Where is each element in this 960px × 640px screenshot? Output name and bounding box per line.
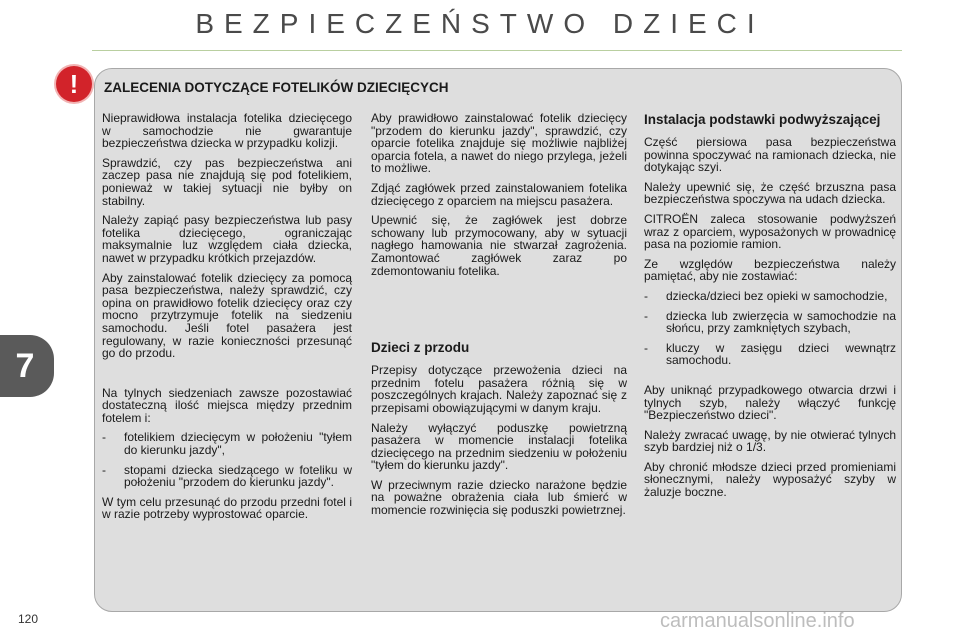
list-item: - stopami dziecka siedzącego w foteliku w położeniu "przodem do kierunku jazdy". [102,464,352,489]
paragraph: Aby prawidłowo zainstalować fotelik dziecięcy "przodem do kierunku jazdy", sprawdzić, czy oparcie fotelika znajduje się możliwie najbliżej oparcia fotela, a nawet do niego przylega, jeżeli to możliwe. [371,111,627,176]
page-title: BEZPIECZEŃSTWO DZIECI [195,8,765,39]
text-column-3 [644,112,896,506]
paragraph: Należy zapiąć pasy bezpieczeństwa lub pasy fotelika dziecięcego, ograniczając maksymalnie luz względem ciała dziecka, nawet w przypadku krótkich przejazdów. [102,213,352,265]
paragraph: Sprawdzić, czy pas bezpieczeństwa ani zaczep pasa nie znajdują się pod fotelikiem, ponieważ w takiej sytuacji nie byłby on stabilny. [102,155,352,208]
paragraph: Aby chronić młodsze dzieci przed promieniami słonecznymi, należy wyposażyć szyby w żaluzje boczne. [644,459,896,500]
paragraph: Część piersiowa pasa bezpieczeństwa powinna spoczywać na ramionach dziecka, nie dotykając szyi. [644,135,896,175]
list-item: - dziecka/dzieci bez opieki w samochodzie, [644,290,896,303]
paragraph: Przepisy dotyczące przewożenia dzieci na przednim fotelu pasażera różnią się w poszczególnych krajach. Należy zapoznać się z przepisami obowiązującymi w danym kraju. [371,363,627,415]
text-column-1 [102,112,352,528]
list-item: - kluczy w zasięgu dzieci wewnątrz samochodu. [644,342,896,367]
watermark: carmanualsonline.info [660,610,855,632]
paragraph: Upewnić się, że zagłówek jest dobrze schowany lub przymocowany, aby w sytuacji nagłego hamowania nie stwarzał zagrożenia. Zamontować zagłówek zaraz po zdemontowaniu fotelika. [371,213,627,278]
paragraph: Aby uniknąć przypadkowego otwarcia drzwi i tylnych szyb, należy włączyć funkcję "Bezpieczeństwo dzieci". [644,382,896,423]
paragraph: CITROËN zaleca stosowanie podwyższeń wraz z oparciem, wyposażonych w prowadnicę pasa na poziomie ramion. [644,211,896,252]
paragraph: Należy upewnić się, że część brzuszna pasa bezpieczeństwa spoczywa na udach dziecka. [644,179,896,207]
page-number: 120 [18,612,39,626]
list-item: - dziecka lub zwierzęcia w samochodzie na słońcu, przy zamkniętych szybach, [644,310,896,335]
paragraph: Ze względów bezpieczeństwa należy pamiętać, aby nie zostawiać: [644,256,896,284]
warning-title: ZALECENIA DOTYCZĄCE FOTELIKÓW DZIECIĘCYCH [104,80,449,95]
title-divider [92,50,902,51]
paragraph: Należy wyłączyć poduszkę powietrzną pasażera w momencie instalacji fotelika dziecięcego na przednim siedzeniu w położeniu "tyłem do kierunku jazdy". [371,420,627,473]
chapter-tab: 7 [0,335,54,397]
paragraph: Należy zwracać uwagę, by nie otwierać tylnych szyb bardziej niż o 1/3. [644,427,896,455]
section-heading: Dzieci z przodu [371,340,470,356]
paragraph: Na tylnych siedzeniach zawsze pozostawiać dostateczną ilość miejsca między przednim fotelem i: [102,385,352,425]
paragraph: Zdjąć zagłówek przed zainstalowaniem fotelika dziecięcego z oparciem na miejscu pasażera. [371,180,627,208]
list-item: - fotelikiem dziecięcym w położeniu "tyłem do kierunku jazdy", [102,431,352,456]
paragraph: Aby zainstalować fotelik dziecięcy za pomocą pasa bezpieczeństwa, należy sprawdzić, czy opina on prawidłowo fotelik dziecięcy oraz czy mocno przytrzymuje fotelik na siedzeniu samochodu. Jeśli fotel pasażera jest regulowany, w razie konieczności przesunąć go do przodu. [102,270,352,361]
paragraph: Nieprawidłowa instalacja fotelika dziecięcego w samochodzie nie gwarantuje bezpieczeństwa dziecka w przypadku kolizji. [102,111,352,151]
text-column-2 [371,112,627,524]
warning-exclamation-icon: ! [56,66,92,102]
section-heading: Instalacja podstawki podwyższającej [644,112,881,127]
paragraph: W przeciwnym razie dziecko narażone będzie na poważne obrażenia ciała lub śmierć w momencie rozwinięcia się poduszki powietrznej. [371,477,627,518]
paragraph: W tym celu przesunąć do przodu przedni fotel i w razie potrzeby wyprostować oparcie. [102,494,352,522]
